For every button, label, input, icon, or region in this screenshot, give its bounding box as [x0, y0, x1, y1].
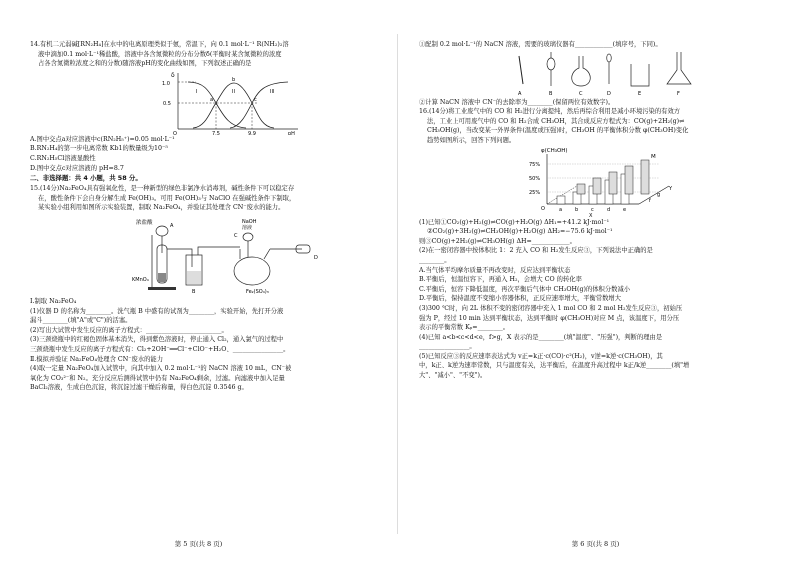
- bar: [641, 160, 649, 194]
- q15-stem-line: 某实验小组利用如图所示实验装置，制取 Na₂FeO₄，并验证其处理含 CN⁻废水的能力。: [38, 204, 285, 212]
- bar3d-y-tick: 25%: [529, 189, 541, 196]
- q16-line: (2)在一密闭容器中按体积比 1：2 充入 CO 和 H₂发生反应③，下列说法中正确的是: [419, 247, 653, 255]
- q16-line: (5)已知反应③的反应速率表达式为 v正=k正·c(CO)·c²(H₂)，v逆=k逆·c(CH₃OH)，其: [419, 352, 663, 360]
- q16-parts: [419, 218, 782, 381]
- q15-part2: [30, 364, 383, 393]
- bar3d-depth-label: Y: [669, 185, 673, 192]
- q14-stem-line: 14.有机二元弱碱[RN₂H₄]在水中的电离原理类似于氨，常温下，向 0.1 mol·L⁻¹ R(NH₂)₂溶: [30, 41, 289, 48]
- point-label: c: [254, 96, 257, 103]
- bar3d-y-label: φ(CH₃OH): [541, 147, 568, 154]
- q14-stem-line: 占各含氮微粒浓度之和的分数)随溶液pH的变化曲线如图，下列叙述正确的是: [38, 60, 252, 68]
- q16-line: 中，k正、k逆为速率常数，只与温度有关，达平衡后，在温度升高过程中 k正/k逆________(填"增: [419, 362, 690, 370]
- apparatus-label: NaOH: [242, 218, 257, 225]
- flask-neck: [264, 249, 270, 259]
- wash-liquid: [187, 271, 201, 284]
- beaker: [631, 64, 649, 86]
- right-page: [397, 0, 794, 562]
- q16-line: A.当气体平均摩尔质量不再改变时，反应达到平衡状态: [419, 266, 571, 274]
- volumetric-flask: [667, 52, 691, 84]
- q15-line: (4)取一定量 Na₂FeO₄加入试管中，向其中加入 0.2 mol·L⁻¹的 NaCN 溶液 10 mL，CN⁻被: [30, 365, 292, 373]
- graph-x-label: pH: [288, 130, 295, 135]
- q16-line: ________________。: [419, 343, 476, 351]
- q14-option: D.图中交点c对应溶液的 pH=8.7: [30, 164, 124, 172]
- page-footer: 第 6 页(共 8 页): [571, 540, 620, 548]
- dropper: [607, 54, 612, 84]
- q16-line: 强为 P，经过 10 min 达到平衡状态，达到平衡时 φ(CH₃OH)对应 M 点，该温度下，用分压: [419, 314, 680, 322]
- q16-line: D.平衡后，保持温度不变缩小容器体积，正反应速率增大，平衡常数增大: [419, 295, 622, 303]
- q16-line: 大"、"减小"、"不变")。: [419, 372, 487, 380]
- q14-options: [30, 135, 383, 173]
- glassware-label: E: [638, 90, 642, 97]
- graph-y-tick: 0.5: [163, 100, 171, 107]
- bar: [625, 166, 633, 194]
- q15-cont: ①配制 0.2 mol·L⁻¹的 NaCN 溶液，需要的玻璃仪器有____________(填序号，下同)。: [419, 41, 662, 48]
- glass-rod: [519, 56, 523, 84]
- bar3d-origin: O: [541, 205, 545, 212]
- glassware-diagram: [509, 50, 709, 98]
- q16-line: B.平衡后，恒温恒容下，再通入 H₂，会增大 CO 的转化率: [419, 276, 582, 284]
- q16-stem-line: CH₃OH(g)，当改变某一外界条件(温度或压强)时，CH₃OH 的平衡体积分数 φ(CH₃OH)变化: [427, 127, 689, 135]
- q16-line: (3)300 ℃时，向 2L 体积不变的密闭容器中充入 1 mol CO 和 2 mol H₂发生反应③，初始压: [419, 304, 683, 312]
- q14-stem: [30, 40, 383, 69]
- pipe: [167, 249, 192, 267]
- apparatus-label: B: [192, 288, 196, 295]
- curve-label: I: [196, 88, 198, 95]
- q15-line: 漏斗________(填"A"或"C")的活塞。: [30, 317, 132, 325]
- bar3d-x-label: X: [589, 212, 593, 218]
- bar3d-y-tick: 75%: [529, 161, 541, 168]
- bar3d-x-tick: e: [623, 206, 627, 213]
- q16-stem-line: 趋势如图所示，回答下列问题。: [427, 136, 516, 144]
- pipette-bulb: [547, 58, 555, 70]
- q16-line: (4)已知 a<b<c<d<e，f>g，X 表示的是________(填"温度"、"压强")，判断的理由是: [419, 333, 663, 341]
- graph-x-tick: 7.5: [212, 130, 220, 135]
- q16-stem-line: 法，工业上可用废气中的 CO 和 H₂合成 CH₃OH，其合成反应方程式为：CO(g)+2H₂(g)⇌: [427, 117, 685, 125]
- distribution-graph: [148, 69, 308, 135]
- q16-line: ________。: [419, 256, 451, 264]
- q14-option: C.RN₂H₅Cl溶液显酸性: [30, 154, 96, 162]
- glassware-label: D: [607, 90, 611, 97]
- apparatus-diagram: [130, 215, 330, 295]
- funnel-a: [156, 226, 168, 236]
- point-label: b: [232, 76, 236, 83]
- q14-stem-line: 液中滴加0.1 mol·L⁻¹稀盐酸，溶液中各含氮微粒的分布分数δ(平衡时某含氮微粒的浓度: [38, 50, 282, 58]
- page-footer: 第 5 页(共 8 页): [174, 540, 223, 548]
- curve-label: II: [232, 88, 235, 95]
- apparatus-label: Fe₂(SO₄)₃: [246, 288, 269, 295]
- q16-line: C.平衡后，恒容下降低温度，再次平衡后气体中 CH₃OH(g)的体积分数减小: [419, 285, 631, 293]
- bar: [557, 196, 565, 204]
- apparatus-label: 溶液: [242, 224, 253, 231]
- q15-line: (1)仪器 D 的名称为________。洗气瓶 B 中盛有的试剂为________，实验开始，先打开分液: [30, 307, 284, 315]
- q15-part2-title: Ⅱ.模拟并验证 Na₂FeO₄处理含 CN⁻废水的能力: [30, 355, 164, 363]
- pipe: [198, 247, 240, 255]
- bar: [609, 172, 617, 194]
- q15-stem-line: 15.(14分)Na₂FeO₄具有强氧化性，是一种新型的绿色非氯净水消毒剂，碱性条件下可以稳定存: [30, 185, 295, 193]
- q15-line: 氧化为 CO₃²⁻和 N₂。充分反应后测得试管中仍有 Na₂FeO₄剩余，过滤。向滤液中加入足量: [30, 374, 285, 382]
- bar3d-x-tick: a: [559, 206, 563, 213]
- q15-part1: [30, 307, 383, 355]
- q15-stem-line: 在，酸性条件下会自身分解生成 Fe(OH)₃。可用 Fe(OH)₃与 NaClO 在强碱性条件下制取，: [38, 194, 296, 202]
- q15-cont: ②计算 NaCN 溶液中 CN⁻的去除率为________(保留两位有效数字)。: [419, 98, 615, 106]
- graph-y-label: δ: [171, 71, 175, 79]
- bar: [593, 178, 601, 194]
- glassware-label: B: [549, 90, 553, 97]
- q16-line: 则③CO(g)+2H₂(g)⇌CH₃OH(g) ΔH=____________。: [419, 237, 576, 245]
- apparatus-label: A: [170, 222, 174, 229]
- bar3d-x-tick: c: [591, 206, 594, 213]
- graph-y-tick: 1.0: [162, 80, 170, 87]
- apparatus-label: D: [314, 254, 318, 261]
- curve-label: III: [270, 88, 275, 95]
- glassware-label: C: [579, 90, 583, 97]
- bar3d-x-tick: d: [607, 206, 611, 213]
- q15-line: (3)三颈烧瓶中的红褐色固体基本消失，得到紫色溶液时，停止通入 Cl₂，通入氯气的过程中: [30, 336, 284, 344]
- q14-option: A.图中交点a对应溶液中c(RN₂H₅⁺)=0.05 mol·L⁻¹: [30, 135, 175, 143]
- q16-line: (1)已知①CO₂(g)+H₂(g)⇌CO(g)+H₂O(g) ΔH₁=+41.2 kJ·mol⁻¹: [419, 218, 610, 226]
- apparatus-label: C: [234, 232, 238, 239]
- curve-iii: [230, 82, 288, 128]
- q15-line: (2)写出大试管中发生反应的离子方程式：________________________。: [30, 326, 228, 334]
- apparatus-label: KMnO₄: [132, 276, 149, 283]
- graph-origin: O: [173, 130, 177, 135]
- bar3d-depth-tick: f: [649, 197, 651, 204]
- bar3d-x-tick: b: [575, 206, 579, 213]
- apparatus-label: 浓盐酸: [136, 219, 153, 226]
- bar3d-y-tick: 50%: [529, 175, 541, 182]
- section-title: 二、非选择题：共 4 小题，共 58 分。: [30, 174, 142, 183]
- bar: [577, 184, 585, 194]
- bar3d-point: M: [651, 153, 656, 160]
- glassware-label: F: [677, 90, 680, 97]
- q14-option: B.RN₂H₄的第一步电离常数 Kb1的数量级为10⁻⁵: [30, 145, 168, 153]
- q16-line: 表示的平衡常数 Kₚ=________。: [419, 324, 510, 332]
- glassware-label: A: [518, 90, 522, 97]
- q15-stem: [30, 184, 383, 213]
- stand: [148, 287, 176, 290]
- q16-line: ②CO₂(g)+3H₂(g)⇌CH₃OH(g)+H₂O(g) ΔH₂=−75.6 kJ·mol⁻¹: [427, 228, 613, 236]
- q15-part1-title: Ⅰ.制取 Na₂FeO₄: [30, 297, 77, 305]
- three-neck-flask: [234, 257, 270, 285]
- bar3d-depth-tick: g: [657, 191, 661, 198]
- round-flask: [572, 56, 591, 86]
- funnel-c: [243, 233, 253, 241]
- q16-stem: [419, 107, 782, 145]
- point-label: a: [210, 96, 214, 103]
- graph-x-tick: 9.9: [248, 130, 256, 135]
- kmno4-solid: [158, 273, 166, 282]
- bar3d-diagram: [519, 146, 689, 218]
- q15-line: BaCl₂溶液，生成白色沉淀，将沉淀过滤干燥后称量，得白色沉淀 0.3546 g。: [30, 384, 248, 392]
- q15-line: 三颈烧瓶中发生反应的离子方程式有：Cl₂+2OH⁻══Cl⁻+ClO⁻+H₂O、________________。: [30, 345, 290, 353]
- q16-stem-line: 16.(14分)将工业废气中的 CO 和 H₂进行分离提纯，然后再综合利用是减小环境污染的有效方: [419, 108, 681, 116]
